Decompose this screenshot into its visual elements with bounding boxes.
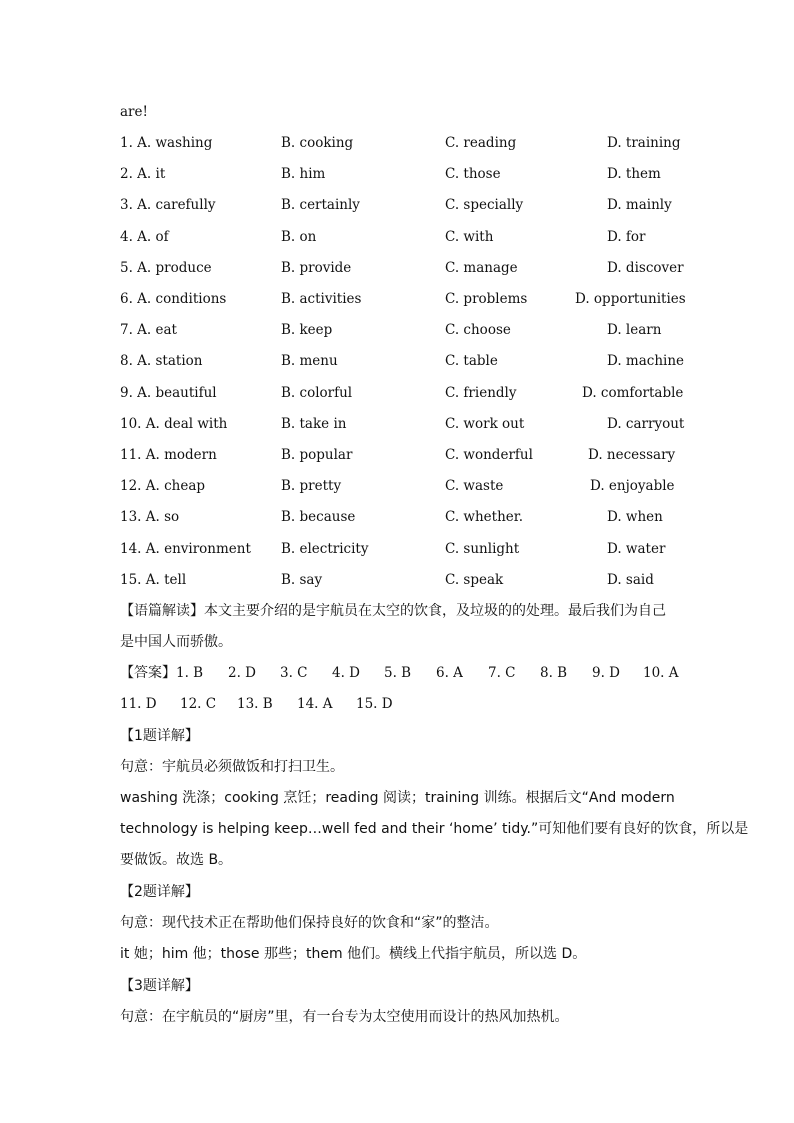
option-b: B. popular — [281, 447, 353, 463]
option-d: D. for — [607, 228, 646, 245]
option-c: C. work out — [445, 415, 525, 432]
reading-interpretation-line-2: 是中国人而骄傲。 — [120, 634, 232, 650]
option-b: B. him — [281, 166, 326, 183]
option-row — [0, 383, 794, 403]
answer-item: 7. C — [488, 665, 516, 681]
answer-item: 8. B — [540, 665, 568, 681]
option-c: C. specially — [445, 197, 524, 214]
option-row — [0, 258, 794, 278]
option-b: B. keep — [281, 322, 333, 339]
option-a: 10. A. deal with — [120, 415, 228, 432]
answer-item: 10. A — [643, 665, 679, 681]
q3-meaning: 句意：在宇航员的“厨房”里，有一台专为太空使用而设计的热风加热机。 — [120, 1009, 569, 1025]
option-b: B. say — [281, 571, 323, 588]
option-b: B. on — [281, 228, 317, 245]
q1-title: 【1题详解】 — [120, 728, 199, 744]
option-row — [0, 133, 794, 153]
q2-explanation-line-1: it 她；him 他；those 那些；them 他们。横线上代指宇航员，所以选 D。 — [120, 946, 587, 962]
option-row — [0, 414, 794, 434]
answer-item: 14. A — [297, 696, 333, 712]
option-row — [0, 164, 794, 184]
option-b: B. pretty — [281, 478, 342, 495]
option-d: D. carryout — [607, 415, 685, 432]
q1-explanation-line-1: washing 洗涤；cooking 烹饪；reading 阅读；training 训练。根据后文“And modern — [120, 790, 675, 806]
answer-item: 15. D — [356, 696, 393, 712]
option-d: D. water — [607, 540, 666, 557]
option-b: B. activities — [281, 291, 362, 307]
q1-explanation-line-3: 要做饭。故选 B。 — [120, 852, 233, 868]
answer-item: 6. A — [436, 665, 463, 681]
option-b: B. because — [281, 509, 356, 526]
option-a: 8. A. station — [120, 353, 203, 370]
option-row — [0, 289, 794, 309]
option-d: D. comfortable — [582, 384, 684, 401]
option-d: D. when — [607, 509, 663, 526]
option-a: 13. A. so — [120, 509, 180, 526]
option-c: C. problems — [445, 291, 528, 307]
option-c: C. reading — [445, 135, 517, 151]
option-d: D. opportunities — [575, 291, 686, 307]
option-d: D. discover — [607, 259, 684, 276]
option-a: 3. A. carefully — [120, 197, 216, 214]
answer-item: 11. D — [120, 696, 157, 712]
option-row — [0, 445, 794, 465]
option-row — [0, 539, 794, 559]
option-a: 5. A. produce — [120, 259, 212, 276]
option-b: B. certainly — [281, 197, 360, 214]
answer-item: 1. B — [176, 665, 204, 681]
answer-item: 3. C — [280, 665, 308, 681]
option-a: 14. A. environment — [120, 540, 251, 557]
option-a: 15. A. tell — [120, 571, 187, 588]
option-d: D. training — [607, 135, 681, 151]
option-d: D. said — [607, 571, 654, 588]
q2-title: 【2题详解】 — [120, 884, 199, 900]
option-b: B. electricity — [281, 540, 369, 557]
option-a: 9. A. beautiful — [120, 384, 217, 401]
intro-text: are! — [120, 104, 148, 120]
option-c: C. those — [445, 166, 501, 183]
q3-title: 【3题详解】 — [120, 978, 199, 994]
option-row — [0, 507, 794, 527]
option-c: C. waste — [445, 478, 504, 495]
option-a: 7. A. eat — [120, 322, 177, 339]
option-b: B. take in — [281, 415, 347, 432]
option-row — [0, 320, 794, 340]
reading-interpretation-line-1: 【语篇解读】本文主要介绍的是宇航员在太空的饮食，及垃圾的的处理。最后我们为自己 — [120, 603, 666, 619]
answer-item: 13. B — [237, 696, 273, 712]
option-row — [0, 195, 794, 215]
option-a: 1. A. washing — [120, 135, 213, 151]
option-b: B. colorful — [281, 384, 353, 401]
option-d: D. them — [607, 166, 661, 183]
option-row — [0, 227, 794, 247]
option-b: B. provide — [281, 259, 352, 276]
option-row — [0, 476, 794, 496]
option-c: C. sunlight — [445, 540, 520, 557]
option-c: C. manage — [445, 259, 518, 276]
option-d: D. necessary — [588, 447, 676, 463]
option-row — [0, 351, 794, 371]
option-c: C. wonderful — [445, 447, 533, 463]
option-d: D. mainly — [607, 197, 672, 214]
option-a: 6. A. conditions — [120, 291, 227, 307]
q2-meaning: 句意：现代技术正在帮助他们保持良好的饮食和“家”的整洁。 — [120, 915, 499, 931]
option-a: 11. A. modern — [120, 447, 217, 463]
option-c: C. speak — [445, 571, 504, 588]
answer-item: 2. D — [228, 665, 256, 681]
answer-item: 9. D — [592, 665, 620, 681]
option-b: B. cooking — [281, 135, 354, 151]
option-d: D. machine — [607, 353, 685, 370]
option-a: 2. A. it — [120, 166, 166, 183]
answer-label: 【答案】 — [120, 665, 176, 681]
q1-explanation-line-2: technology is helping keep…well fed and their ‘home’ tidy.”可知他们要有良好的饮食，所以是 — [120, 821, 749, 837]
answer-item: 12. C — [180, 696, 217, 712]
option-a: 4. A. of — [120, 228, 169, 245]
option-a: 12. A. cheap — [120, 478, 206, 495]
option-c: C. with — [445, 228, 494, 245]
option-d: D. learn — [607, 322, 662, 339]
option-c: C. whether. — [445, 509, 524, 526]
option-row — [0, 570, 794, 590]
option-c: C. friendly — [445, 384, 517, 401]
option-c: C. choose — [445, 322, 511, 339]
answer-item: 5. B — [384, 665, 412, 681]
answer-item: 4. D — [332, 665, 360, 681]
option-d: D. enjoyable — [590, 478, 675, 495]
option-c: C. table — [445, 353, 498, 370]
q1-meaning: 句意：宇航员必须做饭和打扫卫生。 — [120, 759, 344, 775]
option-b: B. menu — [281, 353, 338, 370]
